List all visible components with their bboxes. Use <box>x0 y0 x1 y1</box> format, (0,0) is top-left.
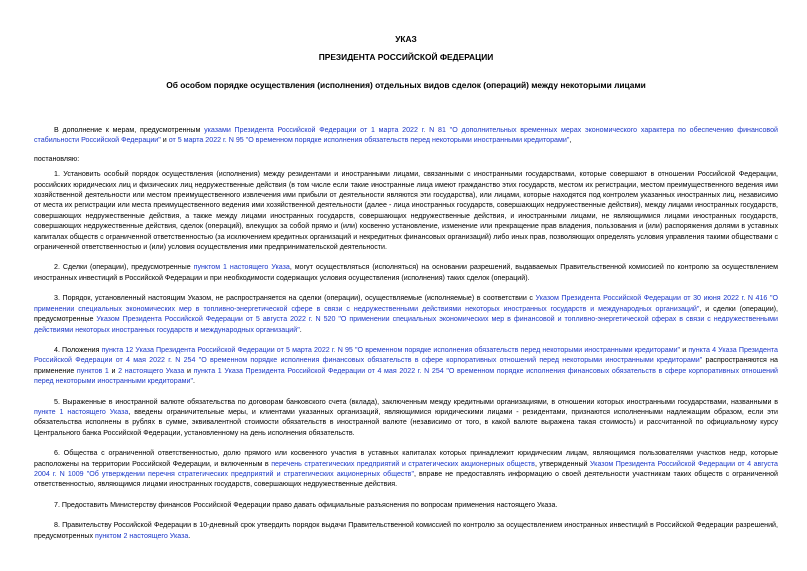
p4-text-3: распространяются на применение <box>34 356 778 375</box>
p8-text-2: . <box>188 531 191 540</box>
p2-text-2: , могут осуществляться (исполняться) на основании разрешений, выдаваемых Правительственной комиссией по контролю за осуществлением иностранных инвестиций в Российской Федерации и при необходимости содержащих условия осуществления (исполнения) таких сделок (операций). <box>34 263 778 282</box>
p4-text-5: и <box>184 366 194 375</box>
intro-text-3: , <box>569 136 572 145</box>
p6-text-3: , вправе не предоставлять информацию о своей деятельности участникам таких обществ с ограниченной ответственностью, являющимся лицами иностранных государств, совершающих недружественные действия. <box>34 469 778 489</box>
p2-text-1: 2. Сделки (операции), предусмотренные <box>54 263 194 272</box>
p5-text-2: , введены ограничительные меры, и клиентами указанных организаций, являющимися юридическими лицами - резидентами, признаются исполненными надлежащим образом, если эти обязательства исполнены в рублях в сумме, эквивалентной стоимости обязательств в иностранной валюте (независимо от того, в какой валюте выражена такая стоимость) и рассчитанной по официальному курсу Центрального банка Российской Федерации, установленному на день исполнения обязательств. <box>34 407 778 437</box>
intro-link-decree-81[interactable]: указами Президента Российской Федерации от 1 марта 2022 г. N 81 "О дополнительных временных мерах экономического характера по обеспечению финансовой стабильности Российской Федерации" <box>34 126 779 145</box>
document-type-heading: УКАЗ <box>395 34 417 44</box>
paragraph-6 <box>34 448 778 490</box>
p3-text-2: , и сделки (операции), предусмотренные <box>34 304 778 324</box>
p4-text-4: и <box>108 366 119 375</box>
p3-link-decree-416[interactable]: Указом Президента Российской Федерации от 30 июня 2022 г. N 416 "О применении специальных экономических мер в топливно-энергетической сфере в связи с недружественными действиями некоторых иностранных государств и международных организаций" <box>34 294 778 313</box>
p4-text-6: . <box>193 377 195 386</box>
p5-text-1: 5. Выраженные в иностранной валюте обязательства по договорам банковского счета (вклада), заключенным между кредитными организациями, в отношении которых иностранными государствами, названными в <box>54 397 778 406</box>
p2-link-item-1[interactable]: пунктом 1 настоящего Указа <box>193 263 290 272</box>
p4-link-decree-254-item-4[interactable]: пункта 4 Указа Президента Российской Федерации от 4 мая 2022 г. N 254 "О временном порядке исполнения финансовых обязательств в сфере корпоративных отношений перед некоторыми иностранными кредиторами" <box>34 345 779 365</box>
paragraph-1: 1. Установить особый порядок осуществления (исполнения) между резидентами и иностранными лицами, связанными с иностранными государствами, которые совершают в отношении Российской Федерации, российских юридических лиц и физических лиц недружественные действия (в том числе если такие иностранные лица имеют гражданство этих государств, местом их регистрации, местом преимущественного ведения ими хозяйственной деятельности или местом преимущественного извлечения ими прибыли от деятельности являются эти государства), или лицами, которые находятся под контролем указанных иностранных лиц, независимо от места их регистрации или места преимущественного ведения ими хозяйственной деятельности (далее - лица иностранных государств, совершающих недружественные действия), между лицами иностранных государств, совершающих недружественные действия, а также между лицами иностранных государств, совершающих недружественные действия, и иностранными лицами, не являющимися лицами иностранных государств, совершающих недружественные действия, сделок (операций), влекущих за собой прямо и (или) косвенно установление, изменение или прекращение прав владения, пользования и (или) распоряжения долями в уставных капиталах обществ с ограниченной ответственностью (за исключением кредитных организаций и некредитных финансовых организаций) либо иных прав, позволяющих определять условия управления такими обществами с ограниченной ответственностью и (или) условия осуществления ими предпринимательской деятельности. <box>34 170 778 252</box>
paragraph-3 <box>34 293 778 335</box>
p4-text-1: 4. Положения <box>54 345 102 354</box>
p5-link-item-1[interactable]: пункте 1 настоящего Указа <box>34 407 129 416</box>
document-page <box>34 0 778 541</box>
p8-link-item-2[interactable]: пунктом 2 настоящего Указа <box>95 531 189 540</box>
p4-link-items-1[interactable]: пунктов 1 <box>76 366 109 375</box>
p3-link-decree-520[interactable]: Указом Президента Российской Федерации от 5 августа 2022 г. N 520 "О применении специальных экономических мер в финансовой и топливно-энергетической сферах в связи с недружественными действиями некоторых иностранных государств и международных организаций" <box>34 315 778 334</box>
p6-text-2: , утвержденный <box>534 459 590 468</box>
p4-link-decree-95-item-12[interactable]: пункта 12 Указа Президента Российской Федерации от 5 марта 2022 г. N 95 "О временном порядке исполнения обязательств перед некоторыми иностранными кредиторами" <box>101 345 681 354</box>
intro-text-1: В дополнение к мерам, предусмотренным <box>54 126 205 134</box>
p8-text-1: 8. Правительству Российской Федерации в 10-дневный срок утвердить порядок выдачи Правительственной комиссией по контролю за осуществлением иностранных инвестиций в Российской Федерации разрешений, предусмотренных <box>34 521 778 540</box>
paragraph-7: 7. Предоставить Министерству финансов Российской Федерации право давать официальные разъяснения по вопросам применения настоящего Указа. <box>54 500 558 509</box>
p6-text-1: 6. Общества с ограниченной ответственностью, долю прямого или косвенного участия в уставных капиталах которых принадлежит юридическим лицам, являющимся пользователями участков недр, которые расположены на территории Российской Федерации, и включенным в <box>34 449 778 468</box>
paragraph-2 <box>34 262 778 283</box>
intro-link-decree-95[interactable]: от 5 марта 2022 г. N 95 "О временном порядке исполнения обязательств перед некоторыми иностранными кредиторами" <box>168 136 570 145</box>
paragraph-4 <box>34 345 778 387</box>
document-title: Об особом порядке осуществления (исполнения) отдельных видов сделок (операций) между некоторыми лицами <box>166 80 646 90</box>
intro-text-2: и <box>160 136 169 145</box>
p3-text-1: 3. Порядок, установленный настоящим Указом, не распространяется на сделки (операции), осуществляемые (исполняемые) в соответствии с <box>54 294 536 303</box>
p4-text-2: и <box>680 345 689 354</box>
p6-link-decree-1009[interactable]: Указом Президента Российской Федерации от 4 августа 2004 г. N 1009 "Об утверждении перечня стратегических предприятий и стратегических акционерных обществ" <box>34 459 778 478</box>
paragraph-5 <box>34 397 778 439</box>
p3-text-3: . <box>299 325 302 334</box>
p4-link-decree-254-item-1[interactable]: пункта 1 Указа Президента Российской Федерации от 4 мая 2022 г. N 254 "О временном порядке исполнения финансовых обязательств в сфере корпоративных отношений перед некоторыми иностранными кредиторами" <box>34 366 779 386</box>
resolution-word: постановляю: <box>34 154 80 163</box>
issuer-heading: ПРЕЗИДЕНТА РОССИЙСКОЙ ФЕДЕРАЦИИ <box>318 52 494 62</box>
p4-link-item-2[interactable]: 2 настоящего Указа <box>118 366 185 375</box>
intro-paragraph <box>34 125 778 146</box>
p6-link-strategic-list[interactable]: перечень стратегических предприятий и стратегических акционерных обществ <box>271 459 535 468</box>
paragraph-8 <box>34 520 778 541</box>
